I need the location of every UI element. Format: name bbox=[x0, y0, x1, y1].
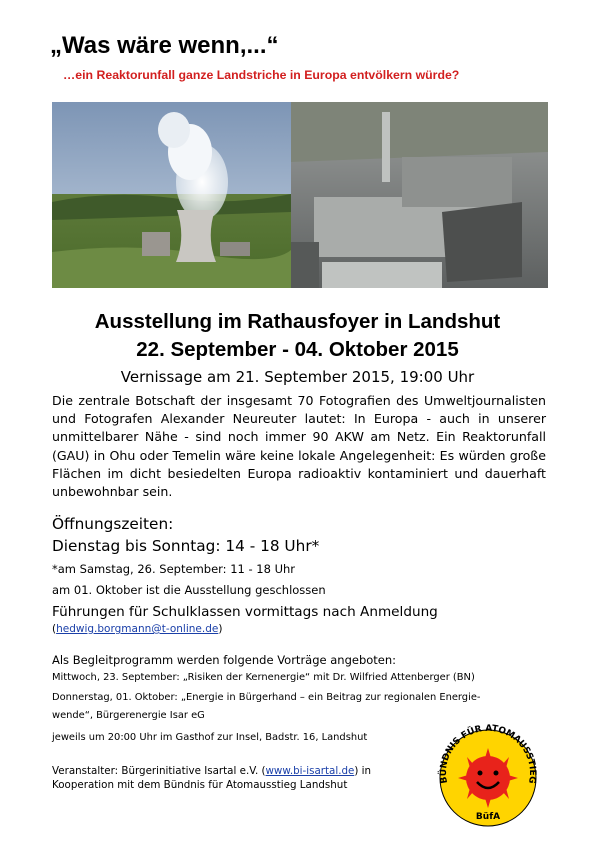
organizer-line-1 bbox=[52, 764, 371, 778]
organizer-block bbox=[52, 764, 371, 792]
vernissage-line: Vernissage am 21. September 2015, 19:00 Uhr bbox=[120, 368, 475, 386]
email-link[interactable]: hedwig.borgmann@t-online.de bbox=[56, 623, 219, 635]
hours-main: Dienstag bis Sonntag: 14 - 18 Uhr* bbox=[52, 537, 320, 555]
tours-text: Führungen für Schulklassen vormittags nach Anmeldung bbox=[52, 604, 438, 620]
contact-close-paren: ) bbox=[218, 623, 223, 635]
logo-arc-text: BÜNDNIS FÜR ATOMAUSSTIEG bbox=[438, 723, 538, 785]
logo-bottom-text: BüfA bbox=[475, 812, 501, 822]
contact-open-paren: ( bbox=[52, 623, 57, 635]
exhibition-dates: 22. September - 04. Oktober 2015 bbox=[136, 338, 459, 361]
description-text: Die zentrale Botschaft der insgesamt 70 Fotografien des Umweltjournalisten und Fotografen Alexander Neureuter lautet: In Europa - auch in unserer unmittelbarer Nähe - sind noch immer 90 AKW am Netz. Ein Reaktorunfall (GAU) in Ohu oder Temelin wäre keine lokale Angelegenheit: Es würden große Flächen im dicht besiedelten Europa radioaktiv kontaminiert und dauerhaft unbewohnbar sein. bbox=[52, 393, 546, 500]
talk-2-line-2: wende“, Bürgerenergie Isar eG bbox=[52, 710, 205, 721]
organizer-line-2: Kooperation mit dem Bündnis für Atomausstieg Landshut bbox=[52, 779, 348, 791]
page-subtitle: …ein Reaktorunfall ganze Landstriche in Europa entvölkern würde? bbox=[63, 68, 460, 82]
talk-2-line-1: Donnerstag, 01. Oktober: „Energie in Bürgerhand – ein Beitrag zur regionalen Energie- bbox=[52, 692, 481, 703]
chernobyl-photo bbox=[291, 102, 548, 288]
hours-closed: am 01. Oktober ist die Ausstellung geschlossen bbox=[52, 583, 326, 597]
page-title: „Was wäre wenn,...“ bbox=[50, 32, 279, 59]
tours-contact bbox=[52, 623, 222, 635]
hours-heading: Öffnungszeiten: bbox=[52, 515, 174, 533]
sun-icon bbox=[458, 748, 518, 808]
website-link[interactable]: www.bi-isartal.de bbox=[265, 765, 355, 777]
organizer-prefix: Veranstalter: Bürgerinitiative Isartal e.V. ( bbox=[52, 765, 266, 777]
venue-line: jeweils um 20:00 Uhr im Gasthof zur Insel, Badstr. 16, Landshut bbox=[52, 732, 368, 743]
buefa-logo bbox=[425, 720, 551, 830]
exhibition-title: Ausstellung im Rathausfoyer in Landshut bbox=[94, 310, 501, 333]
cooling-tower-photo bbox=[52, 102, 291, 288]
talk-1: Mittwoch, 23. September: „Risiken der Kernenergie“ mit Dr. Wilfried Attenberger (BN) bbox=[52, 672, 475, 683]
header-photos bbox=[52, 102, 548, 288]
organizer-suffix: ) in bbox=[354, 765, 372, 777]
hours-saturday: *am Samstag, 26. September: 11 - 18 Uhr bbox=[52, 562, 296, 576]
description-paragraph bbox=[52, 392, 546, 501]
program-intro: Als Begleitprogramm werden folgende Vorträge angeboten: bbox=[52, 653, 397, 667]
